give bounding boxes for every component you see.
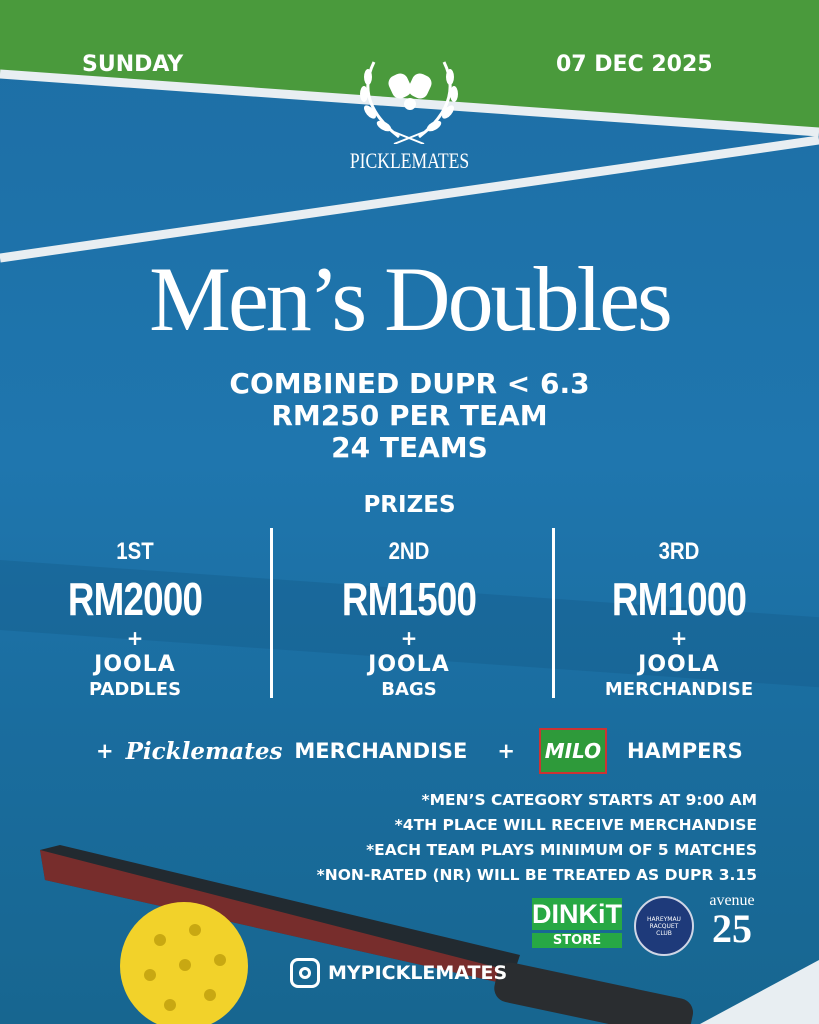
- team-count: 24 TEAMS: [331, 431, 488, 464]
- event-date: 07 DEC 2025: [556, 52, 713, 77]
- note-start-time: *MEN’S CATEGORY STARTS AT 9:00 AM: [421, 791, 757, 809]
- plus-sign: +: [670, 626, 688, 650]
- note-non-rated: *NON-RATED (NR) WILL BE TREATED AS DUPR 3.15: [316, 866, 757, 884]
- avenue-text: avenue: [709, 892, 755, 909]
- joola-logo: JOOLA: [638, 652, 720, 677]
- dinkit-text: DINKiT: [532, 899, 622, 929]
- prizes-heading: PRIZES: [363, 492, 456, 518]
- prize-amount: RM2000: [67, 573, 203, 625]
- prize-place: 2ND: [388, 538, 430, 565]
- prize-item: PADDLES: [88, 679, 182, 700]
- avenue25-logo: [704, 892, 760, 951]
- extra-prizes: [96, 728, 743, 774]
- prize-third: [544, 538, 814, 700]
- plus-sign: +: [96, 739, 114, 763]
- prize-item: MERCHANDISE: [604, 679, 754, 700]
- divider: [270, 528, 273, 698]
- dinkit-store-logo: [532, 898, 622, 948]
- prize-first: [0, 538, 270, 700]
- event-info: [0, 368, 819, 464]
- picklemates-laurel-logo: [354, 52, 464, 144]
- dupr-requirement: COMBINED DUPR < 6.3: [229, 367, 590, 400]
- joola-logo: JOOLA: [368, 652, 450, 677]
- prize-amount: RM1000: [611, 573, 747, 625]
- note-min-matches: *EACH TEAM PLAYS MINIMUM OF 5 MATCHES: [366, 841, 757, 859]
- prize-amount: RM1500: [341, 573, 477, 625]
- hareymau-racquet-club-logo: HAREYMAU RACQUET CLUB: [634, 896, 694, 956]
- plus-sign: +: [497, 739, 515, 763]
- event-title: Men’s Doubles: [149, 248, 670, 350]
- instagram-icon: [290, 958, 320, 988]
- joola-logo: JOOLA: [94, 652, 176, 677]
- prize-second: [274, 538, 544, 700]
- plus-sign: +: [400, 626, 418, 650]
- merchandise-label: MERCHANDISE: [294, 739, 468, 763]
- hampers-label: HAMPERS: [626, 739, 743, 763]
- brand-name: PICKLEMATES: [349, 148, 470, 173]
- prize-item: BAGS: [381, 679, 437, 700]
- prize-place: 3RD: [658, 538, 700, 565]
- avenue-number: 25: [712, 906, 752, 951]
- instagram-handle-text: MYPICKLEMATES: [328, 962, 508, 984]
- note-fourth-place: *4TH PLACE WILL RECEIVE MERCHANDISE: [394, 816, 757, 834]
- pickleball-image: [120, 902, 248, 1024]
- instagram-handle[interactable]: [290, 958, 507, 988]
- team-fee: RM250 PER TEAM: [271, 399, 548, 432]
- prize-place: 1ST: [116, 538, 154, 565]
- event-day: SUNDAY: [82, 52, 184, 77]
- plus-sign: +: [126, 626, 144, 650]
- notes: [317, 788, 757, 888]
- milo-logo: MILO: [539, 728, 607, 774]
- picklemates-script-logo: Picklemates: [125, 737, 283, 765]
- dinkit-store-text: STORE: [532, 933, 622, 948]
